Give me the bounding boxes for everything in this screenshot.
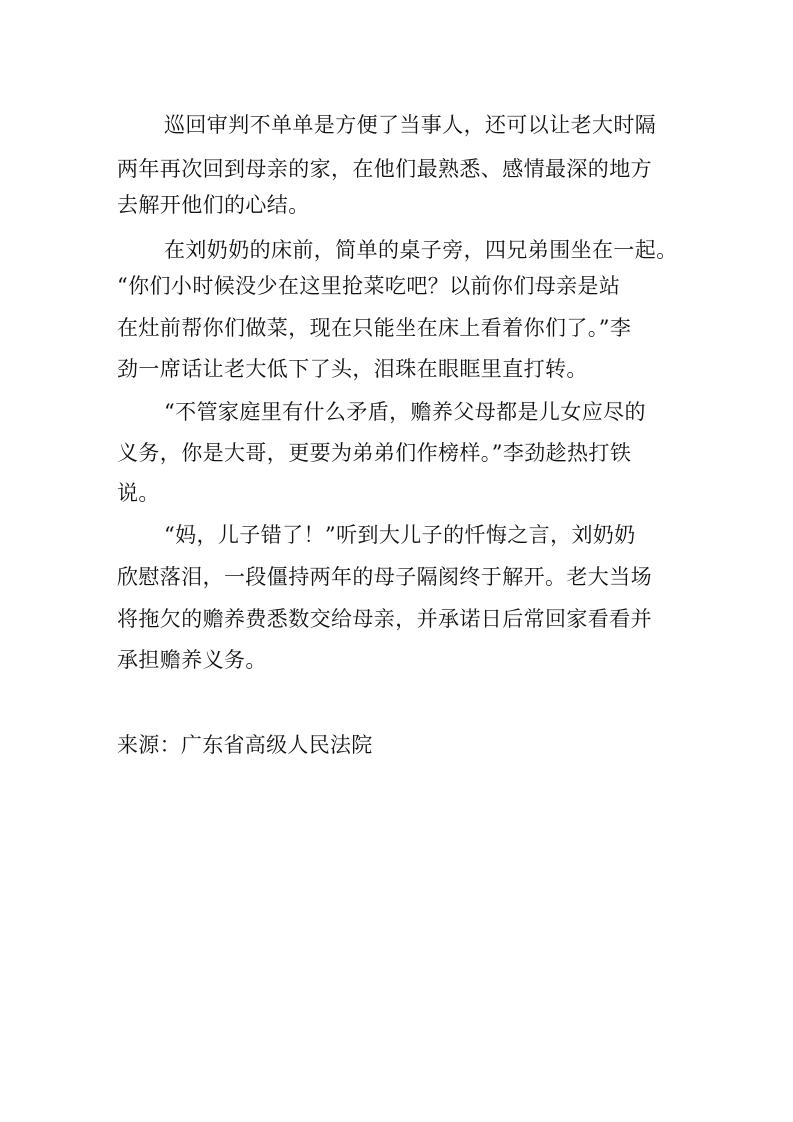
- source-line: 来源：广东省高级人民法院: [117, 733, 373, 757]
- paragraph-line: “不管家庭里有什么矛盾，赡养父母都是儿女应尽的: [164, 400, 646, 424]
- paragraph-line: 两年再次回到母亲的家，在他们最熟悉、感情最深的地方: [117, 157, 652, 181]
- paragraph-line: 在刘奶奶的床前，简单的桌子旁，四兄弟围坐在一起。: [164, 238, 678, 262]
- paragraph-line: 将拖欠的赡养费悉数交给母亲，并承诺日后常回家看看并: [117, 607, 652, 631]
- paragraph-line: “妈，儿子错了！”听到大儿子的忏悔之言，刘奶奶: [164, 523, 636, 547]
- paragraph-line: 劲一席话让老大低下了头，泪珠在眼眶里直打转。: [117, 357, 588, 381]
- paragraph-line: 义务，你是大哥，更要为弟弟们作榜样。”李劲趁热打铁: [117, 441, 632, 465]
- paragraph-line: 去解开他们的心结。: [117, 193, 310, 217]
- paragraph-line: 欣慰落泪，一段僵持两年的母子隔阂终于解开。老大当场: [117, 565, 652, 589]
- paragraph-line: 说。: [117, 481, 160, 505]
- paragraph-line: 在灶前帮你们做菜，现在只能坐在床上看着你们了。”李: [117, 316, 632, 340]
- paragraph-line: 承担赡养义务。: [117, 648, 267, 672]
- paragraph-line: “你们小时候没少在这里抢菜吃吧？以前你们母亲是站: [117, 274, 621, 298]
- paragraph-line: 巡回审判不单单是方便了当事人，还可以让老大时隔: [164, 113, 657, 137]
